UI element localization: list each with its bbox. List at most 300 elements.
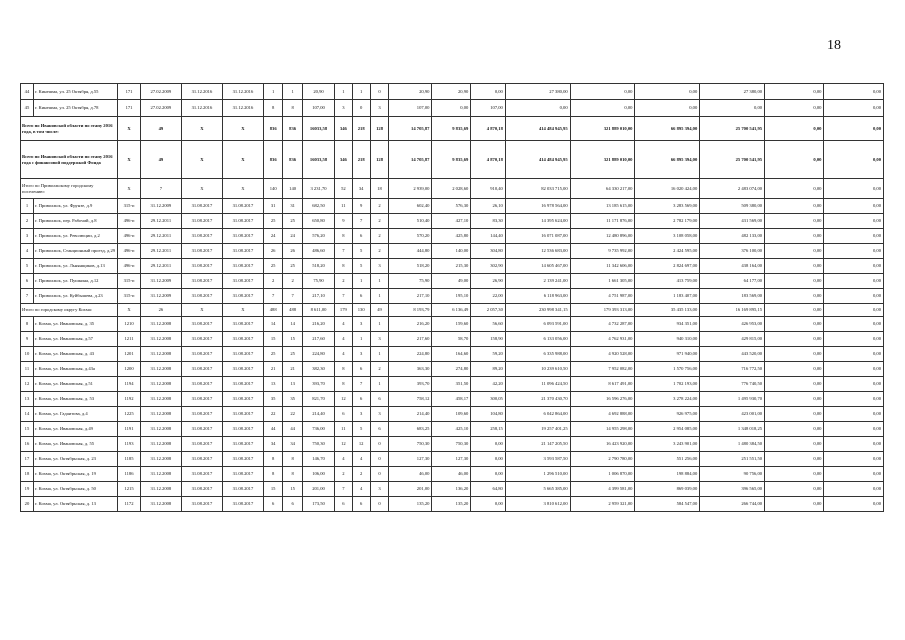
table-cell: 20,90 <box>302 84 334 100</box>
table-cell: 34 <box>263 437 282 452</box>
table-cell: 0,00 <box>824 289 884 304</box>
table-cell: 0 <box>370 437 388 452</box>
table-cell: 1 495 930,70 <box>700 392 765 407</box>
table-cell: X <box>181 117 222 141</box>
table-row <box>21 244 884 259</box>
table-cell: 683,25 <box>389 422 432 437</box>
table-cell: 75,90 <box>302 274 334 289</box>
table-cell: 431 569,00 <box>700 214 765 229</box>
table-cell: 14 705,87 <box>389 117 432 141</box>
row-number-cell: 4 <box>21 244 34 259</box>
table-cell: 1 <box>283 84 302 100</box>
table-row <box>21 100 884 117</box>
table-cell: 164,60 <box>432 347 471 362</box>
table-cell: 0,00 <box>570 84 635 100</box>
table-cell: 31.08.2017 <box>181 289 222 304</box>
table-cell: 22 <box>263 407 282 422</box>
table-cell: 20,90 <box>432 84 471 100</box>
table-cell: 140,00 <box>432 244 471 259</box>
table-cell: 926 975,00 <box>635 407 700 422</box>
table-cell: 750,30 <box>432 437 471 452</box>
table-cell: 0,00 <box>824 117 884 141</box>
row-number-cell: 20 <box>21 497 34 512</box>
table-cell: 31.08.2017 <box>181 467 222 482</box>
table-cell: 26,10 <box>471 199 506 214</box>
table-cell: 127,30 <box>432 452 471 467</box>
table-cell: 31.12.2009 <box>140 274 181 289</box>
table-cell: 6 <box>352 362 370 377</box>
table-cell: 14 705,87 <box>389 141 432 179</box>
table-cell: 173,50 <box>302 497 334 512</box>
table-cell: 218 <box>352 117 370 141</box>
table-cell: 135,20 <box>389 497 432 512</box>
table-cell: 423 001,00 <box>700 407 765 422</box>
table-cell: 2 <box>370 214 388 229</box>
table-cell: 0,00 <box>824 392 884 407</box>
table-cell: 7 <box>283 289 302 304</box>
table-cell: 1 <box>352 274 370 289</box>
table-cell: 214,40 <box>389 407 432 422</box>
table-cell: 1 <box>335 84 352 100</box>
table-cell: 224,80 <box>302 347 334 362</box>
row-number-cell: 11 <box>21 362 34 377</box>
table-cell: 274,80 <box>432 362 471 377</box>
table-cell: 106,00 <box>302 467 334 482</box>
table-cell: 3 231,70 <box>302 179 334 199</box>
table-cell: 14 605 467,00 <box>505 259 570 274</box>
table-cell: 0,00 <box>570 100 635 117</box>
table-cell: 20,90 <box>389 84 432 100</box>
table-cell: 58,70 <box>432 332 471 347</box>
table-cell: 31.08.2017 <box>181 229 222 244</box>
table-cell: 576,30 <box>432 199 471 214</box>
table-cell: 31.12.2008 <box>140 437 181 452</box>
table-cell: 0,00 <box>765 244 824 259</box>
table-cell: 34 <box>352 179 370 199</box>
table-cell: 2 <box>352 467 370 482</box>
table-cell: 4 <box>335 347 352 362</box>
table-cell: 1 296 510,00 <box>505 467 570 482</box>
table-cell: 14 <box>283 317 302 332</box>
table-cell: 3 <box>335 100 352 117</box>
table-cell: 0,00 <box>471 452 506 467</box>
table-cell: 321 889 010,00 <box>570 117 635 141</box>
summary-label-cell: Всего по Ивановской области по этапу 2016 года, в том числе: <box>21 117 118 141</box>
table-cell: 31 <box>283 199 302 214</box>
table-cell: 31.08.2017 <box>181 214 222 229</box>
table-cell: 836 <box>263 117 282 141</box>
table-cell: 602,40 <box>389 199 432 214</box>
table-cell: 31.08.2017 <box>181 274 222 289</box>
table-cell: 1186 <box>118 467 141 482</box>
table-row <box>21 84 884 100</box>
table-cell: 11 171 876,00 <box>570 214 635 229</box>
table-cell: 12 <box>352 437 370 452</box>
address-cell: г. Кохма, ул. Ивановская, д.49 <box>33 422 117 437</box>
table-cell: 0,00 <box>765 179 824 199</box>
table-cell: 44 <box>263 422 282 437</box>
table-cell: 0,00 <box>765 452 824 467</box>
summary-label-cell: Итого по городскому округу Кохма: <box>21 304 118 317</box>
table-row <box>21 274 884 289</box>
address-cell: г. Кохма, ул. Ивановская, д. 55 <box>33 437 117 452</box>
table-cell: 16 071 087,00 <box>505 229 570 244</box>
table-cell: 75,90 <box>389 274 432 289</box>
table-cell: 16 020 424,00 <box>635 179 700 199</box>
table-cell: 0,00 <box>824 377 884 392</box>
table-cell: 2 057,30 <box>471 304 506 317</box>
table-cell: 4 <box>352 482 370 497</box>
table-cell: 146,70 <box>302 452 334 467</box>
table-row <box>21 377 884 392</box>
table-cell: 159,60 <box>432 317 471 332</box>
table-cell: 0,00 <box>765 377 824 392</box>
table-cell: 34 <box>283 437 302 452</box>
table-cell: 31.12.2016 <box>181 84 222 100</box>
table-cell: 302,90 <box>471 259 506 274</box>
table-cell: 31.08.2017 <box>181 407 222 422</box>
table-cell: 1191 <box>118 422 141 437</box>
table-cell: X <box>181 179 222 199</box>
row-number-cell: 44 <box>21 84 34 100</box>
table-cell: 1172 <box>118 497 141 512</box>
table-cell: 0,00 <box>824 332 884 347</box>
table-cell: 13 <box>283 377 302 392</box>
row-number-cell: 5 <box>21 259 34 274</box>
table-cell: 0,00 <box>824 141 884 179</box>
table-cell: 31.08.2017 <box>222 332 263 347</box>
address-cell: г. Кохма, ул. Ивановская, д. 53 <box>33 392 117 407</box>
table-cell: 52 <box>335 179 352 199</box>
table-cell: 258,15 <box>471 422 506 437</box>
table-cell: 89,20 <box>471 362 506 377</box>
table-cell: 127,30 <box>389 452 432 467</box>
table-cell: 7 <box>140 179 181 199</box>
table-row <box>21 317 884 332</box>
table-cell: 3 278 224,00 <box>635 392 700 407</box>
table-cell: 171 <box>118 100 141 117</box>
table-row <box>21 422 884 437</box>
table-cell: 2 939,00 <box>389 179 432 199</box>
table-cell: 16 423 920,00 <box>570 437 635 452</box>
table-cell: 1185 <box>118 452 141 467</box>
table-cell: 31.08.2017 <box>181 437 222 452</box>
table-cell: 31.08.2017 <box>181 317 222 332</box>
address-cell: г. Кохма, ул. Октябрьская, д. 50 <box>33 482 117 497</box>
table-cell: 396 565,00 <box>700 482 765 497</box>
address-cell: г. Кинешма, ул. 25 Октября, д.55 <box>33 84 117 100</box>
table-cell: 0,00 <box>824 347 884 362</box>
address-cell: г. Кохма, ул. Ивановская, д. 43 <box>33 347 117 362</box>
table-cell: 8 <box>263 467 282 482</box>
table-cell: 5 665 385,00 <box>505 482 570 497</box>
address-cell: г. Приволжск, пер. Рабочий, д.8 <box>33 214 117 229</box>
summary-row <box>21 179 884 199</box>
address-cell: г. Приволжск, ул. Льнянщиков, д.13 <box>33 259 117 274</box>
table-cell: 6 <box>335 497 352 512</box>
table-cell: 49 <box>140 141 181 179</box>
table-cell: 31.08.2017 <box>181 452 222 467</box>
table-cell: 363,30 <box>389 362 432 377</box>
table-cell: 0,00 <box>765 214 824 229</box>
row-number-cell: 6 <box>21 274 34 289</box>
table-cell: 11 096 424,50 <box>505 377 570 392</box>
table-cell: 4 732 287,00 <box>570 317 635 332</box>
table-cell: 135,20 <box>432 497 471 512</box>
table-cell: 414 484 945,95 <box>505 141 570 179</box>
table-cell: 2 <box>263 274 282 289</box>
address-cell: г. Кохма, ул. Октябрьская, д. 19 <box>33 467 117 482</box>
table-cell: 4 399 581,00 <box>570 482 635 497</box>
table-cell: 9 <box>352 199 370 214</box>
table-cell: 217,60 <box>302 332 334 347</box>
table-cell: 0,00 <box>765 392 824 407</box>
table-row <box>21 467 884 482</box>
table-cell: 2 139 241,00 <box>505 274 570 289</box>
table-cell: 458,17 <box>432 392 471 407</box>
table-cell: 8 <box>263 452 282 467</box>
table-cell: 4 751 987,00 <box>570 289 635 304</box>
table-cell: 0,00 <box>824 317 884 332</box>
table-cell: 0,00 <box>765 467 824 482</box>
row-number-cell: 2 <box>21 214 34 229</box>
table-cell: 216,20 <box>389 317 432 332</box>
table-cell: 0,00 <box>824 467 884 482</box>
table-cell: 198 884,00 <box>635 467 700 482</box>
table-cell: 8 <box>283 467 302 482</box>
table-cell: 1200 <box>118 362 141 377</box>
table-cell: 31.08.2017 <box>222 467 263 482</box>
table-cell: 15 <box>283 482 302 497</box>
table-cell: 4 692 888,00 <box>570 407 635 422</box>
table-cell: 140 <box>263 179 282 199</box>
table-cell: 1 <box>263 84 282 100</box>
table-cell: 0,00 <box>635 84 700 100</box>
table-cell: 414 484 945,95 <box>505 117 570 141</box>
table-cell: 518,20 <box>302 259 334 274</box>
table-cell: 2 959 321,00 <box>570 497 635 512</box>
table-cell: 3 283 569,00 <box>635 199 700 214</box>
table-cell: 1 <box>370 347 388 362</box>
table-cell: 16 596 276,00 <box>570 392 635 407</box>
table-cell: 31.12.2008 <box>140 452 181 467</box>
table-cell: 31.12.2008 <box>140 482 181 497</box>
table-cell: 8 <box>283 452 302 467</box>
address-cell: г. Приволжск, ул. Куйбышева, д.23 <box>33 289 117 304</box>
row-number-cell: 7 <box>21 289 34 304</box>
table-cell: 31.08.2017 <box>222 199 263 214</box>
table-cell: X <box>222 141 263 179</box>
table-cell: 3 <box>370 100 388 117</box>
table-cell: 19 257 401,25 <box>505 422 570 437</box>
table-cell: 6 093 591,00 <box>505 317 570 332</box>
table-cell: 201,00 <box>302 482 334 497</box>
table-cell: 14 395 624,00 <box>505 214 570 229</box>
table-cell: 31.12.2008 <box>140 317 181 332</box>
table-cell: 31.08.2017 <box>181 422 222 437</box>
table-cell: 1 702 193,00 <box>635 377 700 392</box>
table-cell: 26 <box>263 244 282 259</box>
table-cell: 304,80 <box>471 244 506 259</box>
table-cell: 27.02.2009 <box>140 100 181 117</box>
table-cell: 31.08.2017 <box>222 497 263 512</box>
table-cell: 0,00 <box>824 482 884 497</box>
table-cell: 0,00 <box>700 100 765 117</box>
table-cell: 224,80 <box>389 347 432 362</box>
table-cell: 6 <box>352 392 370 407</box>
table-row <box>21 362 884 377</box>
table-cell: 49,00 <box>432 274 471 289</box>
table-cell: 31.08.2017 <box>181 332 222 347</box>
table-cell: 31.12.2008 <box>140 422 181 437</box>
table-cell: 0,00 <box>765 347 824 362</box>
address-cell: г. Кохма, ул. Ивановская, д.57 <box>33 332 117 347</box>
table-cell: 9 <box>335 214 352 229</box>
table-cell: 24 <box>263 229 282 244</box>
table-cell: 750,30 <box>389 437 432 452</box>
table-cell: 0,00 <box>824 229 884 244</box>
table-cell: 1225 <box>118 407 141 422</box>
table-cell: 31.12.2008 <box>140 347 181 362</box>
table-cell: 0,00 <box>824 199 884 214</box>
table-cell: X <box>181 141 222 179</box>
table-cell: 18 <box>370 179 388 199</box>
table-row <box>21 229 884 244</box>
row-number-cell: 17 <box>21 452 34 467</box>
table-cell: 26 <box>140 304 181 317</box>
table-cell: 821,70 <box>302 392 334 407</box>
table-cell: 35 <box>263 392 282 407</box>
table-cell: 496-п <box>118 229 141 244</box>
table-cell: 315-п <box>118 289 141 304</box>
table-cell: 66 895 394,00 <box>635 141 700 179</box>
table-cell: 31.12.2008 <box>140 497 181 512</box>
table-cell: 11 342 606,00 <box>570 259 635 274</box>
table-cell: 29.12.2011 <box>140 244 181 259</box>
table-cell: 214,40 <box>302 407 334 422</box>
table-cell: 1 <box>352 332 370 347</box>
table-cell: 107,00 <box>471 100 506 117</box>
table-cell: 22,00 <box>471 289 506 304</box>
table-cell: 0,00 <box>824 259 884 274</box>
table-cell: 31.08.2017 <box>222 407 263 422</box>
row-number-cell: 15 <box>21 422 34 437</box>
table-cell: 82 033 715,00 <box>505 179 570 199</box>
summary-row <box>21 117 884 141</box>
table-cell: 0,00 <box>824 437 884 452</box>
address-cell: г. Приволжск, ул. Пушкина, д.12 <box>33 274 117 289</box>
table-cell: X <box>222 179 263 199</box>
table-cell: 510,40 <box>389 214 432 229</box>
table-cell: 90 756,00 <box>700 467 765 482</box>
table-cell: 46,00 <box>389 467 432 482</box>
table-row <box>21 437 884 452</box>
table-cell: 1 480 384,50 <box>700 437 765 452</box>
table-cell: 35 435 133,00 <box>635 304 700 317</box>
table-cell: 0,00 <box>765 422 824 437</box>
table-cell: 144,40 <box>471 229 506 244</box>
table-cell: 22 <box>283 407 302 422</box>
table-cell: 25 <box>283 347 302 362</box>
table-cell: 576,20 <box>302 229 334 244</box>
table-cell: 158,90 <box>471 332 506 347</box>
table-cell: 0,00 <box>765 317 824 332</box>
table-cell: 3 <box>352 407 370 422</box>
table-row <box>21 407 884 422</box>
table-cell: 0 <box>370 467 388 482</box>
table-cell: 12 480 896,00 <box>570 229 635 244</box>
table-row <box>21 392 884 407</box>
address-cell: г. Приволжск, ул. Фрунзе, д.9 <box>33 199 117 214</box>
table-cell: 6 118 963,00 <box>505 289 570 304</box>
table-cell: 136,20 <box>432 482 471 497</box>
table-cell: 488 <box>263 304 282 317</box>
table-cell: 0,00 <box>505 100 570 117</box>
table-cell: 3 <box>370 482 388 497</box>
table-cell: 4 920 528,00 <box>570 347 635 362</box>
table-cell: 1193 <box>118 437 141 452</box>
table-cell: 0,00 <box>824 362 884 377</box>
table-cell: 427,10 <box>432 214 471 229</box>
table-cell: 5 <box>352 244 370 259</box>
table-cell: 0,00 <box>765 362 824 377</box>
table-cell: 31.12.2009 <box>140 289 181 304</box>
table-row <box>21 332 884 347</box>
table-cell: 1211 <box>118 332 141 347</box>
table-cell: 570,20 <box>389 229 432 244</box>
table-cell: 35 <box>283 392 302 407</box>
table-cell: 6 133 056,00 <box>505 332 570 347</box>
table-cell: 2 <box>370 244 388 259</box>
table-cell: 31.12.2016 <box>222 84 263 100</box>
table-cell: 14 955 298,00 <box>570 422 635 437</box>
table-cell: 425,80 <box>432 229 471 244</box>
table-cell: 107,00 <box>389 100 432 117</box>
table-cell: 9 735 992,00 <box>570 244 635 259</box>
table-cell: 83,30 <box>471 214 506 229</box>
table-cell: 201,00 <box>389 482 432 497</box>
table-cell: 31.08.2017 <box>222 437 263 452</box>
table-cell: 26,90 <box>471 274 506 289</box>
table-cell: 3 593 587,50 <box>505 452 570 467</box>
table-cell: 128 <box>370 141 388 179</box>
table-cell: 31.08.2017 <box>222 377 263 392</box>
table-cell: 13 <box>263 377 282 392</box>
table-cell: 3 <box>370 407 388 422</box>
table-cell: 46,00 <box>432 467 471 482</box>
table-cell: 12 536 683,00 <box>505 244 570 259</box>
table-cell: 940 310,00 <box>635 332 700 347</box>
table-cell: 4 <box>352 452 370 467</box>
table-cell: 31.08.2017 <box>222 422 263 437</box>
table-cell: 8 <box>335 259 352 274</box>
table-cell: 426 953,00 <box>700 317 765 332</box>
table-cell: 216,20 <box>302 317 334 332</box>
table-cell: 393,70 <box>389 377 432 392</box>
table-cell: 15 <box>263 332 282 347</box>
table-cell: 31.12.2008 <box>140 407 181 422</box>
table-cell: 0,00 <box>471 437 506 452</box>
table-cell: 0,00 <box>824 304 884 317</box>
table-cell: 6 <box>263 497 282 512</box>
table-cell: 2 483 074,00 <box>700 179 765 199</box>
table-cell: 31.08.2017 <box>222 482 263 497</box>
table-cell: 31.12.2008 <box>140 467 181 482</box>
table-cell: 2 424 595,00 <box>635 244 700 259</box>
table-cell: 1194 <box>118 377 141 392</box>
table-cell: 8 <box>335 229 352 244</box>
table-cell: 31 <box>263 199 282 214</box>
